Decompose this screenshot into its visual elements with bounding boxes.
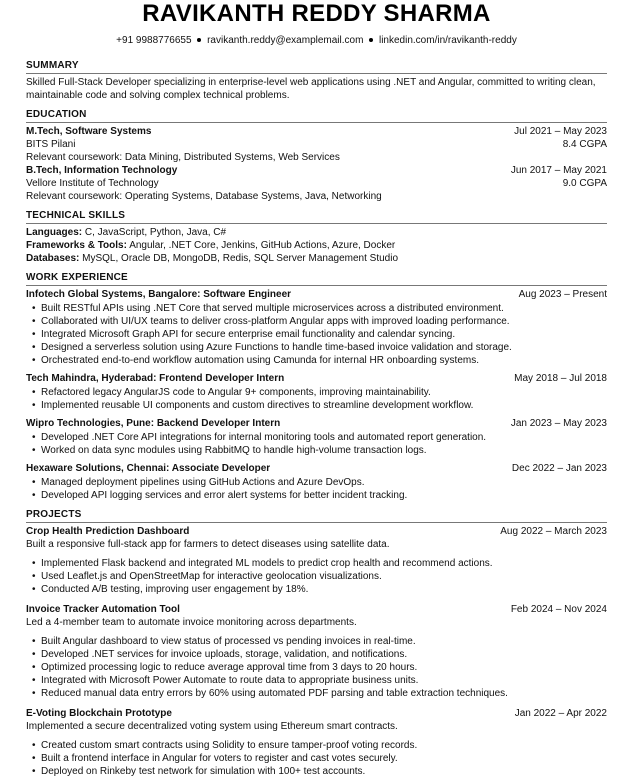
bullet-item: • Implemented Flask backend and integrated ML models to predict crop health and recommend actions.	[36, 557, 607, 570]
job-title: Infotech Global Systems, Bangalore: Software Engineer	[26, 289, 292, 300]
bullet-item: • Orchestrated end-to-end workflow automation using Camunda for internal HR onboarding systems.	[36, 354, 607, 367]
degree-title: M.Tech, Software Systems	[26, 126, 152, 137]
skill-label: Languages:	[26, 227, 83, 238]
project-bullets	[26, 739, 607, 778]
bullet-item: • Designed a serverless solution using Azure Functions to handle time-based invoice validation and storage.	[36, 341, 607, 354]
bullet-item: • Built a frontend interface in Angular for voters to register and cast votes securely.	[36, 752, 607, 765]
school-name: Vellore Institute of Technology	[26, 178, 159, 189]
education-dates: Jul 2021 – May 2023	[514, 126, 607, 137]
job-title: Tech Mahindra, Hyderabad: Frontend Developer Intern	[26, 373, 285, 384]
linkedin-url: linkedin.com/in/ravikanth-reddy	[378, 35, 517, 46]
separator-dot	[369, 38, 373, 42]
job-entry	[26, 288, 607, 367]
bullet-item: • Used Leaflet.js and OpenStreetMap for interactive geolocation visualizations.	[36, 570, 607, 583]
job-title: Wipro Technologies, Pune: Backend Developer Intern	[26, 418, 281, 429]
bullet-item: • Developed .NET Core API integrations for internal monitoring tools and automated report generation.	[36, 431, 607, 444]
skill-line-frameworks	[26, 239, 607, 252]
job-bullets	[26, 386, 607, 412]
section-title-summary: SUMMARY	[26, 59, 607, 74]
bullet-item: • Conducted A/B testing, improving user engagement by 18%.	[36, 583, 607, 596]
bullet-item: • Managed deployment pipelines using GitHub Actions and Azure DevOps.	[36, 476, 607, 489]
school-name: BITS Pilani	[26, 139, 76, 150]
project-bullets	[26, 557, 607, 596]
job-title: Hexaware Solutions, Chennai: Associate Developer	[26, 463, 271, 474]
skill-value: C, JavaScript, Python, Java, C#	[84, 227, 227, 238]
project-bullets	[26, 635, 607, 700]
coursework: Relevant coursework: Operating Systems, Database Systems, Java, Networking	[26, 191, 382, 202]
section-title-experience: WORK EXPERIENCE	[26, 271, 607, 286]
bullet-item: • Integrated with Microsoft Power Automate to route data to appropriate business units.	[36, 674, 607, 687]
education-dates: Jun 2017 – May 2021	[510, 165, 607, 176]
bullet-item: • Implemented reusable UI components and custom directives to streamline development workflow.	[36, 399, 607, 412]
project-entry	[26, 525, 607, 596]
bullet-item: • Developed API logging services and error alert systems for better incident tracking.	[36, 489, 607, 502]
skill-label: Frameworks & Tools:	[26, 240, 127, 251]
project-entry	[26, 707, 607, 778]
job-dates: May 2018 – Jul 2018	[514, 373, 607, 384]
section-title-projects: PROJECTS	[26, 508, 607, 523]
job-dates: Aug 2023 – Present	[518, 289, 607, 300]
skill-value: MySQL, Oracle DB, MongoDB, Redis, SQL Server Management Studio	[82, 253, 399, 264]
job-dates: Jan 2023 – May 2023	[510, 418, 607, 429]
skill-line-databases	[26, 252, 607, 265]
project-dates: Feb 2024 – Nov 2024	[510, 604, 607, 615]
bullet-item: • Created custom smart contracts using Solidity to ensure tamper-proof voting records.	[36, 739, 607, 752]
summary-text: Skilled Full-Stack Developer specializing in enterprise-level web applications using .NET and Angular, committed to writing clean, maintainable code and solving complex technical problems.	[26, 77, 596, 101]
project-description: Led a 4-member team to automate invoice monitoring across departments.	[26, 617, 357, 628]
contact-line	[26, 34, 607, 47]
project-title: Invoice Tracker Automation Tool	[26, 604, 180, 615]
project-title: Crop Health Prediction Dashboard	[26, 526, 190, 537]
bullet-item: • Worked on data sync modules using RabbitMQ to handle high-volume transaction logs.	[36, 444, 607, 457]
skill-line-languages	[26, 226, 607, 239]
job-dates: Dec 2022 – Jan 2023	[511, 463, 607, 474]
coursework: Relevant coursework: Data Mining, Distributed Systems, Web Services	[26, 152, 340, 163]
section-title-skills: TECHNICAL SKILLS	[26, 209, 607, 224]
phone-number: +91 9988776655	[116, 35, 192, 46]
bullet-item: • Deployed on Rinkeby test network for simulation with 100+ test accounts.	[36, 765, 607, 778]
bullet-item: • Built Angular dashboard to view status of processed vs pending invoices in real-time.	[36, 635, 607, 648]
job-bullets	[26, 476, 607, 502]
project-title: E-Voting Blockchain Prototype	[26, 708, 172, 719]
degree-title: B.Tech, Information Technology	[26, 165, 178, 176]
bullet-item: • Reduced manual data entry errors by 60% using automated PDF parsing and table extraction techniques.	[36, 687, 607, 700]
job-bullets	[26, 431, 607, 457]
education-entry	[26, 125, 607, 164]
education-score: 9.0 CGPA	[562, 178, 607, 189]
candidate-name: RAVIKANTH REDDY SHARMA	[142, 0, 491, 27]
email-address: ravikanth.reddy@examplemail.com	[207, 35, 364, 46]
section-title-education: EDUCATION	[26, 108, 607, 123]
job-entry	[26, 417, 607, 457]
bullet-item: • Collaborated with UI/UX teams to deliver cross-platform Angular apps with improved loading performance.	[36, 315, 607, 328]
project-description: Implemented a secure decentralized voting system using Ethereum smart contracts.	[26, 721, 398, 732]
job-entry	[26, 372, 607, 412]
project-entry	[26, 603, 607, 700]
education-entry	[26, 164, 607, 203]
bullet-item: • Integrated Microsoft Graph API for secure enterprise email functionality and calendar syncing.	[36, 328, 607, 341]
project-description: Built a responsive full-stack app for farmers to detect diseases using satellite data.	[26, 539, 390, 550]
skill-value: Angular, .NET Core, Jenkins, GitHub Actions, Azure, Docker	[129, 240, 396, 251]
bullet-item: • Refactored legacy AngularJS code to Angular 9+ components, improving maintainability.	[36, 386, 607, 399]
job-entry	[26, 462, 607, 502]
project-dates: Jan 2022 – Apr 2022	[514, 708, 607, 719]
project-dates: Aug 2022 – March 2023	[500, 526, 607, 537]
skill-label: Databases:	[26, 253, 80, 264]
separator-dot	[197, 38, 201, 42]
bullet-item: • Developed .NET services for invoice uploads, storage, validation, and notifications.	[36, 648, 607, 661]
bullet-item: • Optimized processing logic to reduce average approval time from 3 days to 20 hours.	[36, 661, 607, 674]
education-score: 8.4 CGPA	[562, 139, 607, 150]
job-bullets	[26, 302, 607, 367]
bullet-item: • Built RESTful APIs using .NET Core that served multiple microservices across a distributed environment.	[36, 302, 607, 315]
